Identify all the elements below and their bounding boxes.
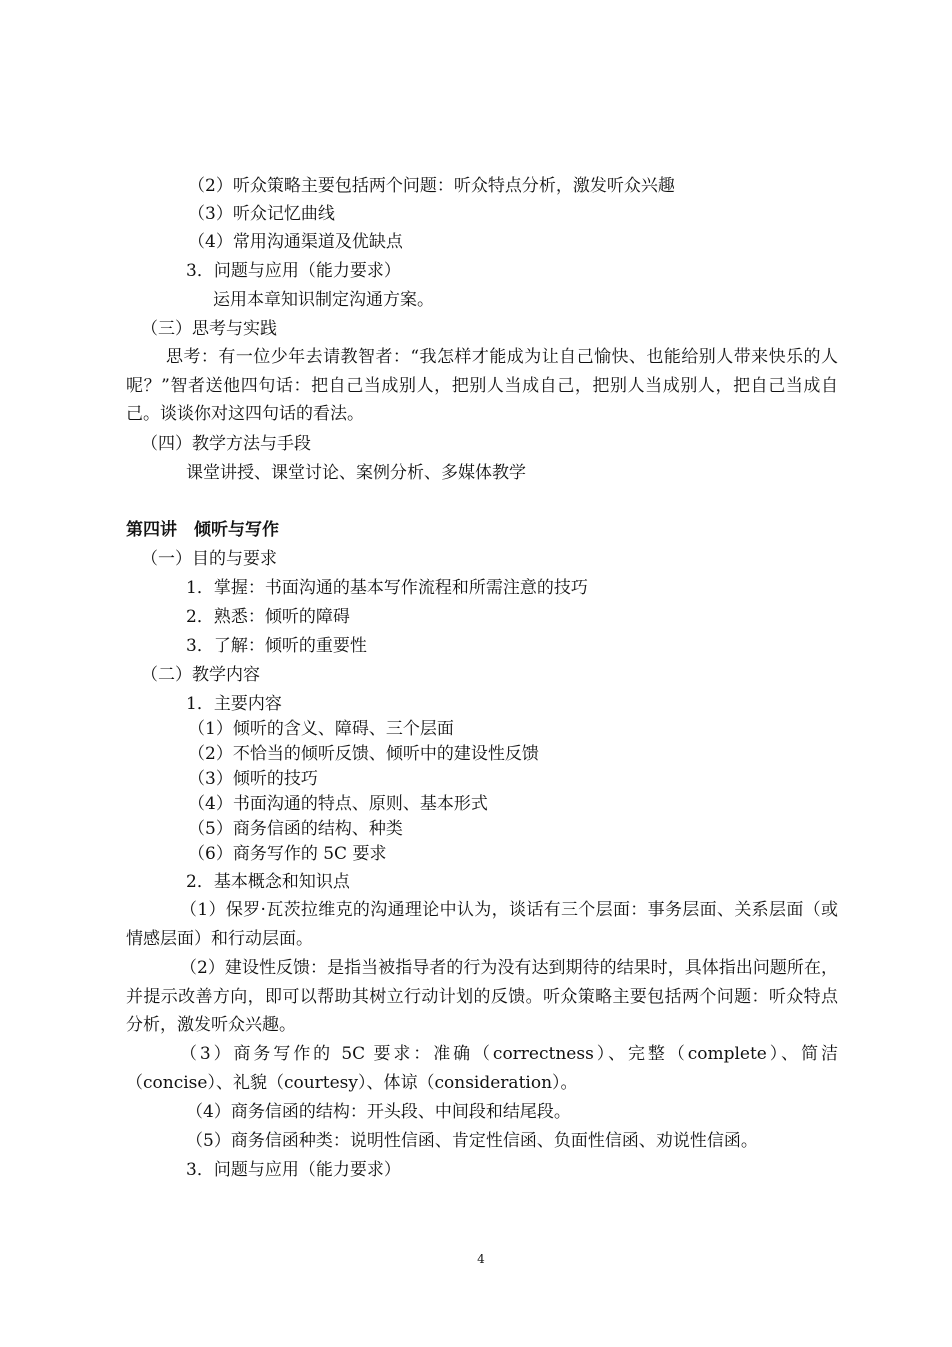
page-number: 4 xyxy=(477,1252,485,1266)
main-item: （6）商务写作的 5C 要求 xyxy=(188,844,387,864)
goal-item: 3．了解：倾听的重要性 xyxy=(186,636,367,656)
application-text: 运用本章知识制定沟通方案。 xyxy=(213,290,434,310)
main-item: （5）商务信函的结构、种类 xyxy=(188,819,403,839)
application-heading: 3．问题与应用（能力要求） xyxy=(186,261,401,281)
reflection-heading: （三）思考与实践 xyxy=(141,319,277,339)
main-content-heading: 1．主要内容 xyxy=(186,694,282,714)
concepts-heading: 2．基本概念和知识点 xyxy=(186,872,350,892)
methods-heading: （四）教学方法与手段 xyxy=(141,434,311,454)
concept-item: （5）商务信函种类：说明性信函、肯定性信函、负面性信函、劝说性信函。 xyxy=(186,1131,758,1151)
memory-curve-item: （3）听众记忆曲线 xyxy=(188,204,335,224)
lecture-title: 第四讲 倾听与写作 xyxy=(126,520,279,540)
concept-paragraph: （1）保罗·瓦茨拉维克的沟通理论中认为，谈话有三个层面：事务层面、关系层面（或情感层面）和行动层面。 xyxy=(126,900,838,949)
concept-item: （4）商务信函的结构：开头段、中间段和结尾段。 xyxy=(186,1102,571,1122)
application-heading: 3．问题与应用（能力要求） xyxy=(186,1160,401,1180)
channels-item: （4）常用沟通渠道及优缺点 xyxy=(188,232,403,252)
goals-heading: （一）目的与要求 xyxy=(141,549,277,569)
main-item: （3）倾听的技巧 xyxy=(188,769,318,789)
main-item: （4）书面沟通的特点、原则、基本形式 xyxy=(188,794,488,814)
goal-item: 1．掌握：书面沟通的基本写作流程和所需注意的技巧 xyxy=(186,578,588,598)
goal-item: 2．熟悉：倾听的障碍 xyxy=(186,607,350,627)
main-item: （2）不恰当的倾听反馈、倾听中的建设性反馈 xyxy=(188,744,539,764)
audience-strategy-item: （2）听众策略主要包括两个问题：听众特点分析，激发听众兴趣 xyxy=(188,176,675,196)
content-heading: （二）教学内容 xyxy=(141,665,260,685)
main-item: （1）倾听的含义、障碍、三个层面 xyxy=(188,719,454,739)
methods-text: 课堂讲授、课堂讨论、案例分析、多媒体教学 xyxy=(186,463,526,483)
concept-paragraph: （2）建设性反馈：是指当被指导者的行为没有达到期待的结果时，具体指出问题所在，并提示改善方向，即可以帮助其树立行动计划的反馈。听众策略主要包括两个问题：听众特点分析，激发听众兴趣。 xyxy=(126,958,838,1035)
concept-paragraph: （3）商务写作的 5C 要求：准确（correctness）、完整（complete）、简洁（concise）、礼貌（courtesy）、体谅（consideration）。 xyxy=(126,1044,838,1093)
reflection-paragraph: 思考：有一位少年去请教智者：“我怎样才能成为让自己愉快、也能给别人带来快乐的人呢？”智者送他四句话：把自己当成别人，把别人当成自己，把别人当成别人，把自己当成自己。谈谈你对这四句话的看法。 xyxy=(126,347,838,424)
